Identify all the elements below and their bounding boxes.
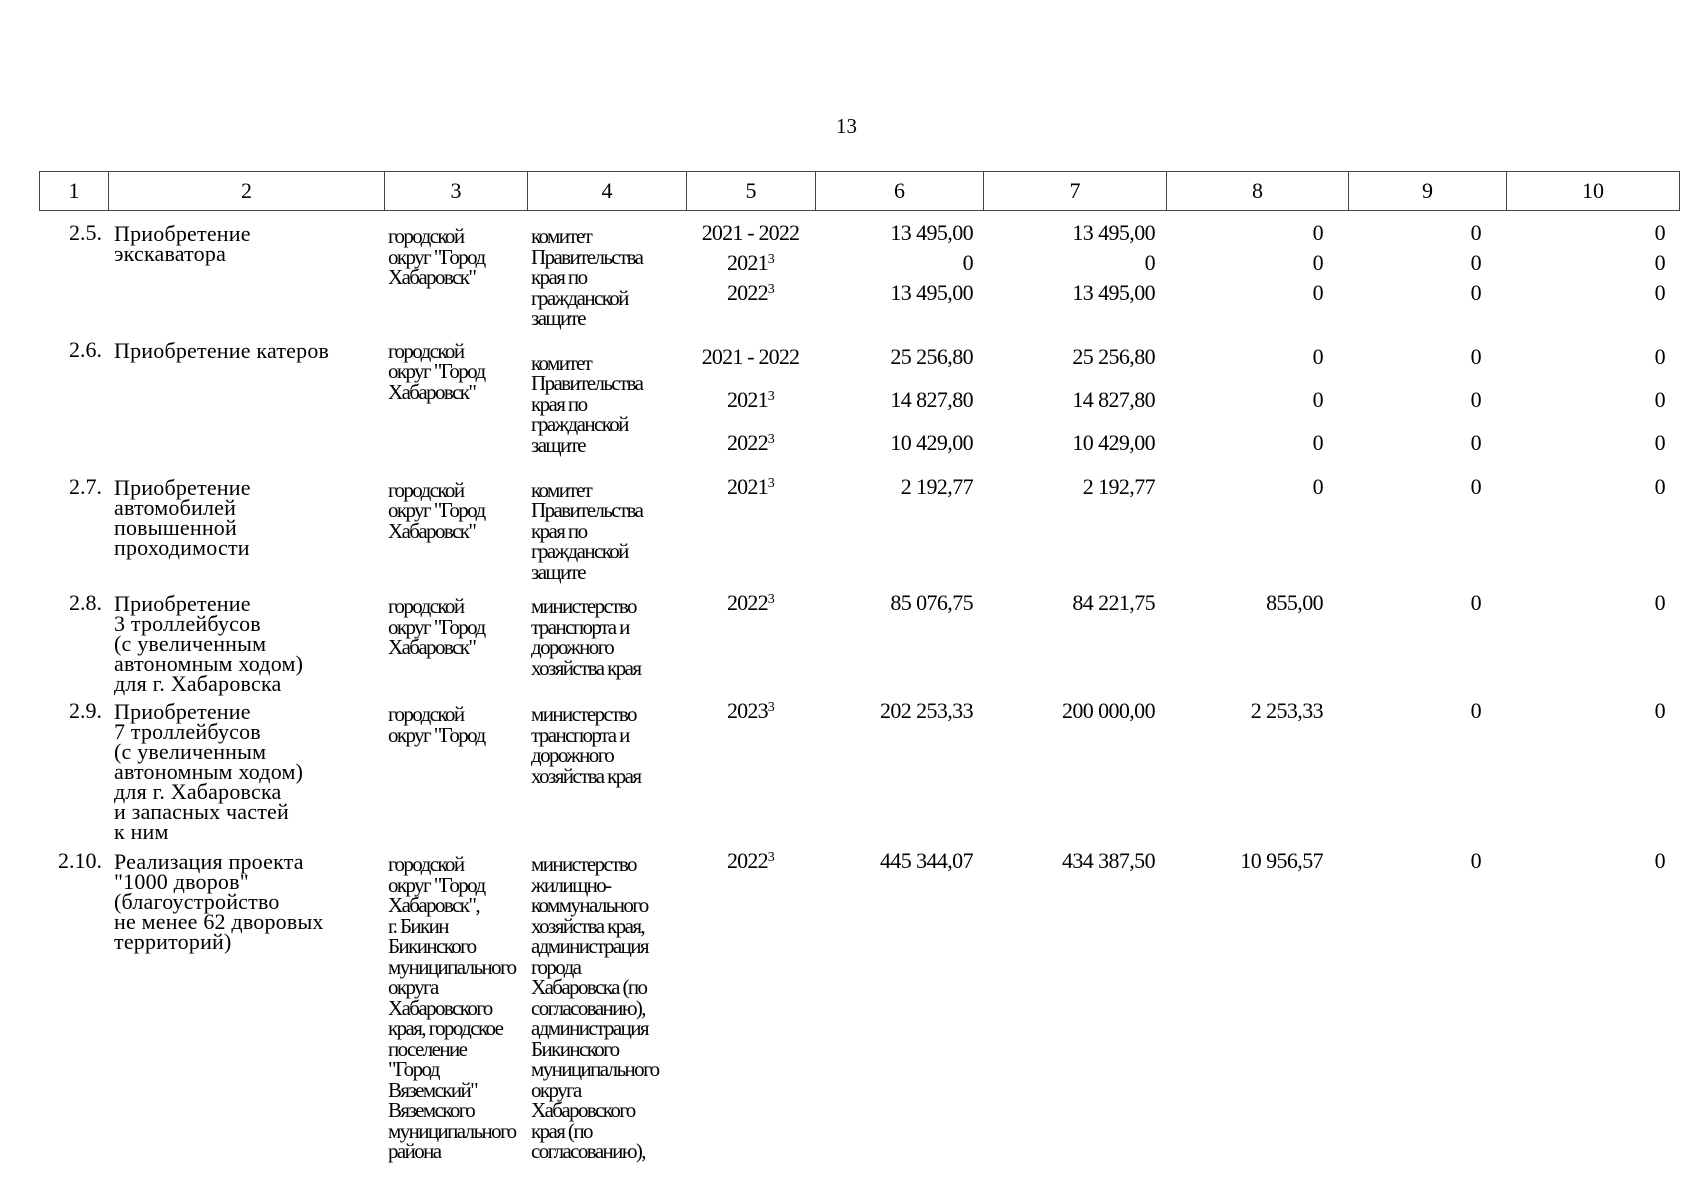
executor-line: края по xyxy=(531,518,587,543)
executor-line: комитет xyxy=(531,350,592,375)
amount-c7: 25 256,80 xyxy=(1072,343,1155,369)
amount-c8: 0 xyxy=(1312,343,1323,369)
executor xyxy=(527,218,686,329)
page-number: 13 xyxy=(836,114,857,138)
measure-name-line: (благоустройство xyxy=(114,889,280,914)
territory-line: Вяземский" xyxy=(388,1077,478,1102)
territory-line: округа xyxy=(388,975,438,999)
executor-line: хозяйства края xyxy=(531,655,641,680)
amount-c6: 13 495,00 xyxy=(890,220,973,245)
amount-c9: 0 xyxy=(1470,386,1481,412)
table-row xyxy=(39,472,1679,583)
amount-c7: 13 495,00 xyxy=(1072,220,1155,245)
measure-name-line: для г. Хабаровска xyxy=(114,779,282,804)
value-c9 xyxy=(1348,846,1506,1162)
executor-line: жилищно- xyxy=(531,872,611,897)
value-c10 xyxy=(1506,696,1679,842)
executor-line: хозяйства края, xyxy=(531,913,645,938)
amount-c8: 0 xyxy=(1312,473,1323,499)
value-c10 xyxy=(1506,335,1679,464)
territory-line: Вяземского xyxy=(388,1098,475,1122)
measure-name-line: Приобретение xyxy=(114,591,251,616)
executor-line: комитет xyxy=(531,224,592,248)
executor-line: Хабаровского xyxy=(531,1098,635,1122)
value-c9 xyxy=(1348,588,1506,694)
amount-c9: 0 xyxy=(1470,220,1481,245)
territory-line: городской xyxy=(388,852,464,876)
measure-name-line: автономным ходом) xyxy=(114,759,304,784)
year-cell xyxy=(686,846,815,876)
territory-line: Хабаровского xyxy=(388,995,492,1020)
executor-line: министерство xyxy=(531,702,636,726)
value-c10 xyxy=(1506,588,1679,694)
amount-c8: 0 xyxy=(1312,429,1323,455)
year-text: 2022 xyxy=(726,590,768,615)
value-c7 xyxy=(983,846,1166,1162)
amount-c7: 0 xyxy=(1144,250,1155,275)
territory-line: округ "Город xyxy=(388,498,485,522)
amount-c10: 0 xyxy=(1654,590,1665,615)
value-c6 xyxy=(815,218,983,329)
measure-name-line: к ним xyxy=(114,819,169,844)
measure-name xyxy=(108,335,384,464)
territory-line: района xyxy=(388,1139,441,1163)
amount-c10: 0 xyxy=(1654,280,1665,305)
year-cell xyxy=(686,588,815,618)
measure-name-line: Реализация проекта xyxy=(114,849,304,874)
value-c6 xyxy=(815,846,983,1162)
executor-line: края по xyxy=(531,391,587,416)
header-col-9: 9 xyxy=(1349,172,1507,211)
table-row xyxy=(39,335,1679,464)
footnote-mark: 3 xyxy=(767,700,774,715)
value-c7 xyxy=(983,696,1166,842)
year-text: 2022 xyxy=(726,429,768,455)
table-row xyxy=(39,218,1679,329)
amount-c7: 200 000,00 xyxy=(1061,698,1155,723)
amount-c9: 0 xyxy=(1470,250,1481,275)
amount-c7: 10 429,00 xyxy=(1072,429,1155,455)
footnote-mark: 3 xyxy=(767,388,774,404)
territory-line: округ "Город xyxy=(388,359,485,383)
row-number-text: 2.5. xyxy=(69,220,102,245)
year-cell xyxy=(686,378,815,421)
executor-line: защите xyxy=(531,432,585,457)
executor xyxy=(527,472,686,583)
years xyxy=(686,588,815,694)
executor-line: Бикинского xyxy=(531,1036,619,1061)
territory-line: округ "Город xyxy=(388,244,485,269)
amount-c9: 0 xyxy=(1470,473,1481,499)
year-cell xyxy=(686,335,815,378)
amount-c9: 0 xyxy=(1470,848,1481,873)
amount-c8: 0 xyxy=(1312,386,1323,412)
measure-name-line: (с увеличенным xyxy=(114,739,267,764)
value-c8 xyxy=(1166,335,1348,464)
amount-c10: 0 xyxy=(1654,220,1665,245)
territory-line: округ "Город xyxy=(388,722,485,747)
measure-name xyxy=(108,696,384,842)
header-col-6: 6 xyxy=(816,172,984,211)
territory-line: Хабаровск" xyxy=(388,379,476,404)
value-c10 xyxy=(1506,218,1679,329)
measure-name-line: экскаватора xyxy=(114,241,227,266)
territory-line: муниципального xyxy=(388,1118,516,1143)
amount-c6: 202 253,33 xyxy=(879,698,973,723)
amount-c7: 434 387,50 xyxy=(1061,848,1155,873)
row-gap xyxy=(39,464,1679,472)
years xyxy=(686,218,815,329)
year-text: 2021 - 2022 xyxy=(701,343,800,369)
row-gap-cell xyxy=(39,464,1679,472)
amount-c6: 2 192,77 xyxy=(900,473,973,499)
executor xyxy=(527,696,686,842)
executor xyxy=(527,588,686,694)
territory-line: поселение xyxy=(388,1036,467,1061)
header-col-10: 10 xyxy=(1507,172,1680,211)
row-number xyxy=(39,696,108,842)
territory-line: края, городское xyxy=(388,1016,503,1040)
year-cell xyxy=(686,278,815,308)
measure-name-line: Приобретение xyxy=(114,699,251,724)
amount-c10: 0 xyxy=(1654,698,1665,723)
year-cell xyxy=(686,696,815,726)
executor-line: транспорта и xyxy=(531,722,629,747)
table-row xyxy=(39,846,1679,1162)
value-c9 xyxy=(1348,696,1506,842)
row-number xyxy=(39,335,108,464)
amount-c6: 10 429,00 xyxy=(890,429,973,455)
territory xyxy=(384,218,527,329)
row-number xyxy=(39,218,108,329)
territory-line: Бикинского xyxy=(388,934,476,958)
value-c6 xyxy=(815,472,983,583)
value-c8 xyxy=(1166,218,1348,329)
executor-line: Хабаровска (по xyxy=(531,975,647,999)
table-row xyxy=(39,588,1679,694)
executor-line: гражданской xyxy=(531,412,628,436)
measure-name-line: проходимости xyxy=(114,534,250,560)
executor-line: Правительства xyxy=(531,371,643,395)
executor-line: гражданской xyxy=(531,539,628,563)
executor-line: хозяйства края xyxy=(531,763,641,788)
executor-line: согласованию), xyxy=(531,995,645,1020)
amount-c8: 0 xyxy=(1312,280,1323,305)
measure-name-line: Приобретение катеров xyxy=(114,337,330,363)
executor-line: округа xyxy=(531,1077,581,1102)
value-c10 xyxy=(1506,472,1679,583)
amount-c6: 25 256,80 xyxy=(890,343,973,369)
executor-line: Правительства xyxy=(531,498,643,522)
value-c9 xyxy=(1348,218,1506,329)
row-number-text: 2.8. xyxy=(69,590,102,615)
amount-c10: 0 xyxy=(1654,250,1665,275)
territory xyxy=(384,696,527,842)
value-c8 xyxy=(1166,472,1348,583)
amount-c9: 0 xyxy=(1470,590,1481,615)
territory-line: округ "Город xyxy=(388,614,485,639)
territory-line: городской xyxy=(388,702,464,726)
territory-line: Хабаровск" xyxy=(388,265,476,289)
row-number-text: 2.9. xyxy=(69,698,102,723)
year-cell xyxy=(686,421,815,464)
amount-c7: 14 827,80 xyxy=(1072,386,1155,412)
measure-name-line: и запасных частей xyxy=(114,799,289,824)
row-number-text: 2.6. xyxy=(69,336,102,362)
executor-line: края (по xyxy=(531,1118,592,1143)
amount-c10: 0 xyxy=(1654,343,1665,369)
amount-c8: 0 xyxy=(1312,250,1323,275)
value-c10 xyxy=(1506,846,1679,1162)
value-c6 xyxy=(815,588,983,694)
executor-line: муниципального xyxy=(531,1057,659,1081)
row-number-text: 2.10. xyxy=(58,848,102,873)
year-text: 2021 - 2022 xyxy=(701,220,800,245)
measure-name xyxy=(108,588,384,694)
territory-line: городской xyxy=(388,594,464,618)
measure-name-line: повышенной xyxy=(114,514,237,540)
value-c6 xyxy=(815,335,983,464)
amount-c8: 10 956,57 xyxy=(1240,848,1323,873)
year-cell xyxy=(686,218,815,248)
row-number-text: 2.7. xyxy=(69,473,102,499)
amount-c10: 0 xyxy=(1654,429,1665,455)
measure-name-line: территорий) xyxy=(114,929,232,954)
amount-c6: 85 076,75 xyxy=(890,590,973,615)
executor-line: администрация xyxy=(531,1016,648,1040)
measure-name-line: автомобилей xyxy=(114,494,237,520)
measure-name-line: не менее 62 дворовых xyxy=(114,909,324,934)
amount-c7: 2 192,77 xyxy=(1082,473,1155,499)
amount-c7: 13 495,00 xyxy=(1072,280,1155,305)
territory-line: городской xyxy=(388,477,464,502)
value-c9 xyxy=(1348,335,1506,464)
executor-line: транспорта и xyxy=(531,614,629,639)
measures-table xyxy=(39,218,1679,1162)
amount-c7: 84 221,75 xyxy=(1072,590,1155,615)
territory-line: округ "Город xyxy=(388,872,485,897)
territory xyxy=(384,846,527,1162)
measure-name-line: 3 троллейбусов xyxy=(114,611,261,636)
measure-name-line: Приобретение xyxy=(114,221,251,246)
year-cell xyxy=(686,248,815,278)
territory-line: муниципального xyxy=(388,954,516,979)
year-cell xyxy=(686,472,815,502)
amount-c10: 0 xyxy=(1654,386,1665,412)
value-c7 xyxy=(983,335,1166,464)
amount-c9: 0 xyxy=(1470,429,1481,455)
amount-c8: 855,00 xyxy=(1266,590,1323,615)
footnote-mark: 3 xyxy=(767,592,774,607)
measure-name xyxy=(108,218,384,329)
executor-line: гражданской xyxy=(531,285,628,310)
executor-line: защите xyxy=(531,306,585,330)
territory-line: Хабаровск" xyxy=(388,635,476,659)
table-row xyxy=(39,696,1679,842)
territory-line: г. Бикин xyxy=(388,913,448,938)
executor-line: города xyxy=(531,954,581,979)
territory-line: Хабаровск" xyxy=(388,518,476,543)
value-c6 xyxy=(815,696,983,842)
executor-line: министерство xyxy=(531,852,636,876)
value-c8 xyxy=(1166,696,1348,842)
executor-line: дорожного xyxy=(531,743,614,767)
territory xyxy=(384,472,527,583)
amount-c8: 0 xyxy=(1312,220,1323,245)
measure-name-line: "1000 дворов" xyxy=(114,869,249,894)
value-c7 xyxy=(983,472,1166,583)
year-text: 2023 xyxy=(726,698,768,723)
amount-c10: 0 xyxy=(1654,473,1665,499)
years xyxy=(686,335,815,464)
measure-name xyxy=(108,846,384,1162)
year-text: 2021 xyxy=(726,250,768,275)
header-col-4: 4 xyxy=(528,172,687,211)
measure-name-line: автономным ходом) xyxy=(114,651,304,676)
footnote-mark: 3 xyxy=(767,431,774,447)
amount-c9: 0 xyxy=(1470,343,1481,369)
measure-name-line: 7 троллейбусов xyxy=(114,719,261,744)
footnote-mark: 3 xyxy=(767,282,774,297)
executor-line: края по xyxy=(531,265,587,289)
row-number xyxy=(39,588,108,694)
executor-line: министерство xyxy=(531,594,636,618)
years xyxy=(686,696,815,842)
footnote-mark: 3 xyxy=(767,252,774,267)
executor-line: Правительства xyxy=(531,244,643,269)
row-number xyxy=(39,472,108,583)
executor-line: защите xyxy=(531,559,585,584)
amount-c6: 445 344,07 xyxy=(879,848,973,873)
row-number xyxy=(39,846,108,1162)
amount-c10: 0 xyxy=(1654,848,1665,873)
territory xyxy=(384,588,527,694)
header-col-2: 2 xyxy=(109,172,385,211)
amount-c9: 0 xyxy=(1470,280,1481,305)
measure-name-line: (с увеличенным xyxy=(114,631,267,656)
measure-name-line: для г. Хабаровска xyxy=(114,671,282,696)
territory xyxy=(384,335,527,464)
value-c7 xyxy=(983,218,1166,329)
value-c9 xyxy=(1348,472,1506,583)
measure-name-line: Приобретение xyxy=(114,474,251,500)
amount-c6: 13 495,00 xyxy=(890,280,973,305)
header-col-8: 8 xyxy=(1167,172,1349,211)
footnote-mark: 3 xyxy=(767,850,774,865)
amount-c6: 0 xyxy=(962,250,973,275)
executor xyxy=(527,846,686,1162)
header-col-3: 3 xyxy=(385,172,528,211)
executor-line: дорожного xyxy=(531,635,614,659)
column-number-header xyxy=(39,171,1680,211)
executor-line: комитет xyxy=(531,477,592,502)
header-col-7: 7 xyxy=(984,172,1167,211)
measure-name xyxy=(108,472,384,583)
years xyxy=(686,846,815,1162)
amount-c6: 14 827,80 xyxy=(890,386,973,412)
value-c8 xyxy=(1166,846,1348,1162)
year-text: 2022 xyxy=(726,280,768,305)
year-text: 2021 xyxy=(726,473,768,499)
header-col-1: 1 xyxy=(40,172,109,211)
amount-c9: 0 xyxy=(1470,698,1481,723)
territory-line: Хабаровск", xyxy=(388,893,480,917)
year-text: 2021 xyxy=(726,386,768,412)
header-col-5: 5 xyxy=(687,172,816,211)
year-text: 2022 xyxy=(726,848,768,873)
territory-line: городской xyxy=(388,224,464,248)
territory-line: городской xyxy=(388,338,464,363)
executor-line: администрация xyxy=(531,934,648,958)
executor xyxy=(527,335,686,464)
footnote-mark: 3 xyxy=(767,475,774,491)
value-c7 xyxy=(983,588,1166,694)
years xyxy=(686,472,815,583)
executor-line: коммунального xyxy=(531,893,648,917)
amount-c8: 2 253,33 xyxy=(1250,698,1323,723)
territory-line: "Город xyxy=(388,1057,439,1081)
executor-line: согласованию), xyxy=(531,1139,645,1163)
value-c8 xyxy=(1166,588,1348,694)
